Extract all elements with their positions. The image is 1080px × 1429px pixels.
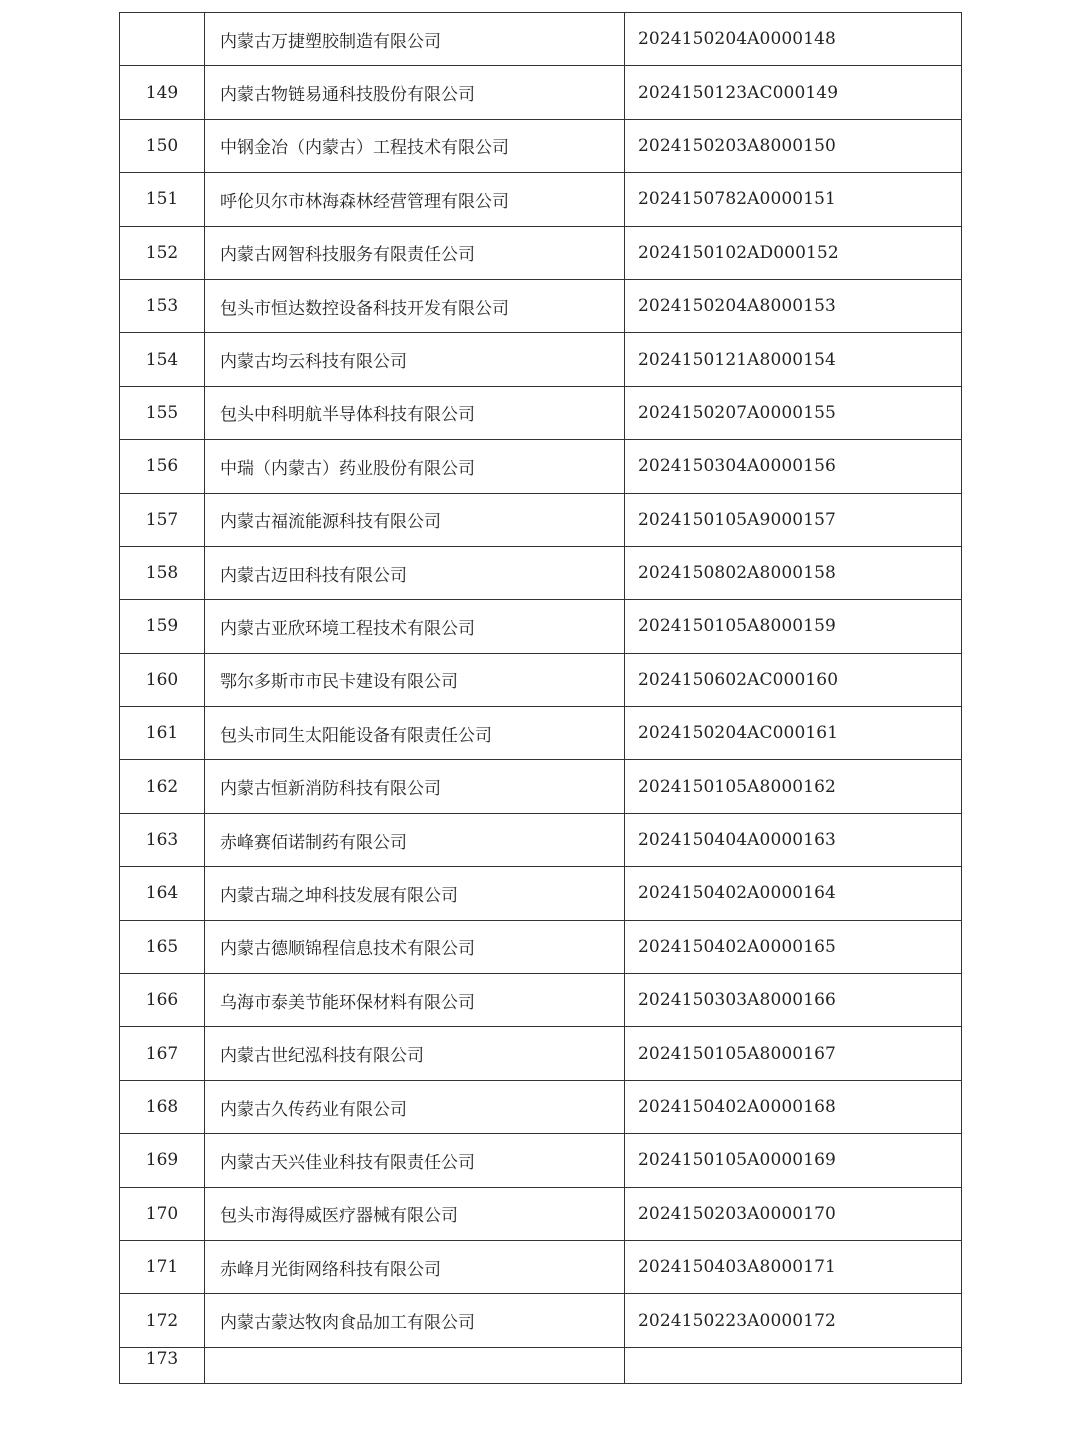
company-name: 内蒙古恒新消防科技有限公司: [205, 760, 625, 813]
row-number: 153: [120, 279, 205, 332]
registration-code: 2024150207A0000155: [625, 386, 962, 439]
registration-code: 2024150303A8000166: [625, 974, 962, 1027]
company-list-table-container: [119, 12, 961, 1384]
company-name: 赤峰赛佰诺制药有限公司: [205, 813, 625, 866]
company-name: 内蒙古久传药业有限公司: [205, 1080, 625, 1133]
row-number: 151: [120, 173, 205, 226]
registration-code: 2024150105A8000162: [625, 760, 962, 813]
registration-code: 2024150105A0000169: [625, 1134, 962, 1187]
table-row: [120, 493, 962, 546]
registration-code: 2024150404A0000163: [625, 813, 962, 866]
row-number: 167: [120, 1027, 205, 1080]
company-name: 内蒙古德顺锦程信息技术有限公司: [205, 920, 625, 973]
registration-code: 2024150203A8000150: [625, 119, 962, 172]
registration-code: 2024150403A8000171: [625, 1240, 962, 1293]
registration-code: 2024150102AD000152: [625, 226, 962, 279]
table-row: [120, 653, 962, 706]
company-name: 内蒙古瑞之坤科技发展有限公司: [205, 867, 625, 920]
company-name: 内蒙古亚欣环境工程技术有限公司: [205, 600, 625, 653]
table-row: [120, 386, 962, 439]
row-number: 171: [120, 1240, 205, 1293]
row-number: 162: [120, 760, 205, 813]
registration-code: 2024150304A0000156: [625, 440, 962, 493]
table-row: [120, 13, 962, 66]
row-number: 158: [120, 546, 205, 599]
company-name: 内蒙古均云科技有限公司: [205, 333, 625, 386]
table-row: [120, 1240, 962, 1293]
row-number: 155: [120, 386, 205, 439]
company-name: 内蒙古世纪泓科技有限公司: [205, 1027, 625, 1080]
registration-code: 2024150802A8000158: [625, 546, 962, 599]
table-row: [120, 226, 962, 279]
registration-code: 2024150782A0000151: [625, 173, 962, 226]
table-row: [120, 920, 962, 973]
registration-code: 2024150105A8000167: [625, 1027, 962, 1080]
table-row: [120, 546, 962, 599]
company-name: 乌海市泰美节能环保材料有限公司: [205, 974, 625, 1027]
table-body: [120, 13, 962, 1384]
company-name: 包头市同生太阳能设备有限责任公司: [205, 707, 625, 760]
registration-code: 2024150123AC000149: [625, 66, 962, 119]
row-number: 159: [120, 600, 205, 653]
registration-code: 2024150203A0000170: [625, 1187, 962, 1240]
row-number: 163: [120, 813, 205, 866]
table-row: [120, 760, 962, 813]
table-row: [120, 1134, 962, 1187]
row-number: 152: [120, 226, 205, 279]
row-number: 172: [120, 1294, 205, 1347]
table-row: [120, 1027, 962, 1080]
company-name: 内蒙古蒙达牧肉食品加工有限公司: [205, 1294, 625, 1347]
table-row: [120, 173, 962, 226]
table-row: [120, 1347, 962, 1383]
registration-code: 2024150204AC000161: [625, 707, 962, 760]
table-row: [120, 600, 962, 653]
company-list-table: [119, 12, 962, 1384]
row-number: 169: [120, 1134, 205, 1187]
row-number: 160: [120, 653, 205, 706]
company-name: 内蒙古福流能源科技有限公司: [205, 493, 625, 546]
company-name: 呼伦贝尔市林海森林经营管理有限公司: [205, 173, 625, 226]
row-number: 156: [120, 440, 205, 493]
registration-code: 2024150105A8000159: [625, 600, 962, 653]
row-number: 157: [120, 493, 205, 546]
row-number: 168: [120, 1080, 205, 1133]
registration-code: 2024150402A0000168: [625, 1080, 962, 1133]
registration-code: 2024150204A0000148: [625, 13, 962, 66]
table-row: [120, 66, 962, 119]
registration-code: 2024150105A9000157: [625, 493, 962, 546]
row-number: 166: [120, 974, 205, 1027]
table-row: [120, 813, 962, 866]
company-name: 包头中科明航半导体科技有限公司: [205, 386, 625, 439]
table-row: [120, 1080, 962, 1133]
company-name: 中钢金冶（内蒙古）工程技术有限公司: [205, 119, 625, 172]
company-name: 包头市恒达数控设备科技开发有限公司: [205, 279, 625, 332]
registration-code: 2024150204A8000153: [625, 279, 962, 332]
table-row: [120, 1187, 962, 1240]
table-row: [120, 707, 962, 760]
registration-code: 2024150402A0000164: [625, 867, 962, 920]
company-name: 内蒙古网智科技服务有限责任公司: [205, 226, 625, 279]
row-number: 165: [120, 920, 205, 973]
row-number: [120, 13, 205, 66]
row-number: 170: [120, 1187, 205, 1240]
table-row: [120, 867, 962, 920]
company-name: 鄂尔多斯市市民卡建设有限公司: [205, 653, 625, 706]
table-row: [120, 119, 962, 172]
company-name: [205, 1347, 625, 1383]
row-number: 164: [120, 867, 205, 920]
registration-code: [625, 1347, 962, 1383]
row-number: 150: [120, 119, 205, 172]
table-row: [120, 974, 962, 1027]
table-row: [120, 1294, 962, 1347]
company-name: 中瑞（内蒙古）药业股份有限公司: [205, 440, 625, 493]
company-name: 内蒙古迈田科技有限公司: [205, 546, 625, 599]
company-name: 内蒙古天兴佳业科技有限责任公司: [205, 1134, 625, 1187]
row-number: 173: [120, 1347, 205, 1383]
table-row: [120, 440, 962, 493]
company-name: 内蒙古物链易通科技股份有限公司: [205, 66, 625, 119]
registration-code: 2024150402A0000165: [625, 920, 962, 973]
table-row: [120, 279, 962, 332]
registration-code: 2024150121A8000154: [625, 333, 962, 386]
row-number: 161: [120, 707, 205, 760]
row-number: 154: [120, 333, 205, 386]
company-name: 包头市海得威医疗器械有限公司: [205, 1187, 625, 1240]
row-number: 149: [120, 66, 205, 119]
registration-code: 2024150602AC000160: [625, 653, 962, 706]
table-row: [120, 333, 962, 386]
company-name: 内蒙古万捷塑胶制造有限公司: [205, 13, 625, 66]
company-name: 赤峰月光街网络科技有限公司: [205, 1240, 625, 1293]
registration-code: 2024150223A0000172: [625, 1294, 962, 1347]
